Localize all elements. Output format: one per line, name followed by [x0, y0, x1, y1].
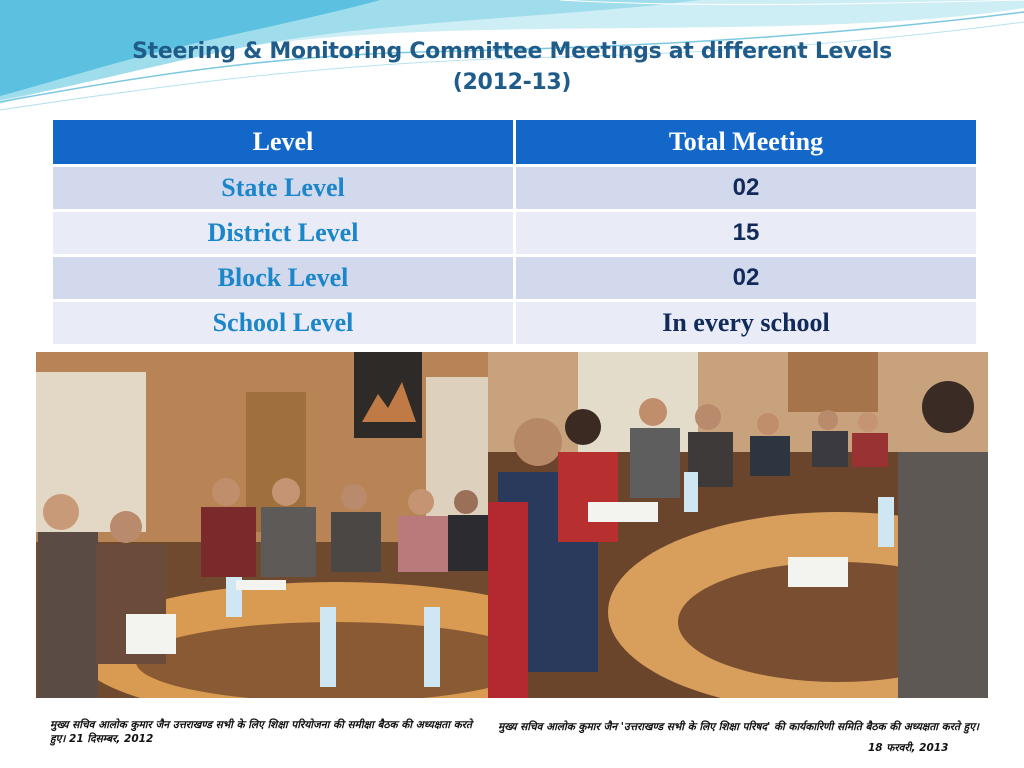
- level-cell: School Level: [52, 301, 515, 346]
- column-header-level: Level: [52, 119, 515, 166]
- table-row: [52, 211, 978, 256]
- slide-title: [0, 36, 1024, 98]
- meeting-photo-left: [36, 352, 488, 698]
- title-line-2: (2012-13): [452, 70, 572, 95]
- meetings-table: [50, 117, 979, 347]
- caption-text: मुख्य सचिव आलोक कुमार जैन 'उत्तराखण्ड सभी के लिए शिक्षा परिषद' की कार्यकारिणी समिति बैठक की अध्यक्षता करते हुए।: [498, 721, 980, 733]
- total-cell: In every school: [515, 301, 978, 346]
- meeting-photo-right: [488, 352, 988, 698]
- table-header-row: [52, 119, 978, 166]
- photo-caption-right: [488, 698, 988, 768]
- photo-caption-left: [36, 698, 488, 768]
- level-cell: Block Level: [52, 256, 515, 301]
- column-header-total-meeting: Total Meeting: [515, 119, 978, 166]
- level-cell: District Level: [52, 211, 515, 256]
- table-row: [52, 301, 978, 346]
- table-row: [52, 166, 978, 211]
- caption-text: मुख्य सचिव आलोक कुमार जैन उत्तराखण्ड सभी के लिए शिक्षा परियोजना की समीक्षा बैठक की अध्यक्षता करते हुए। 21 दिसम्बर, 2012: [50, 719, 472, 745]
- caption-date: 18 फरवरी, 2013: [868, 742, 949, 754]
- total-cell: 02: [515, 256, 978, 301]
- title-line-1: Steering & Monitoring Committee Meetings at different Levels: [132, 39, 892, 64]
- total-cell: 02: [515, 166, 978, 211]
- total-cell: 15: [515, 211, 978, 256]
- table-row: [52, 256, 978, 301]
- level-cell: State Level: [52, 166, 515, 211]
